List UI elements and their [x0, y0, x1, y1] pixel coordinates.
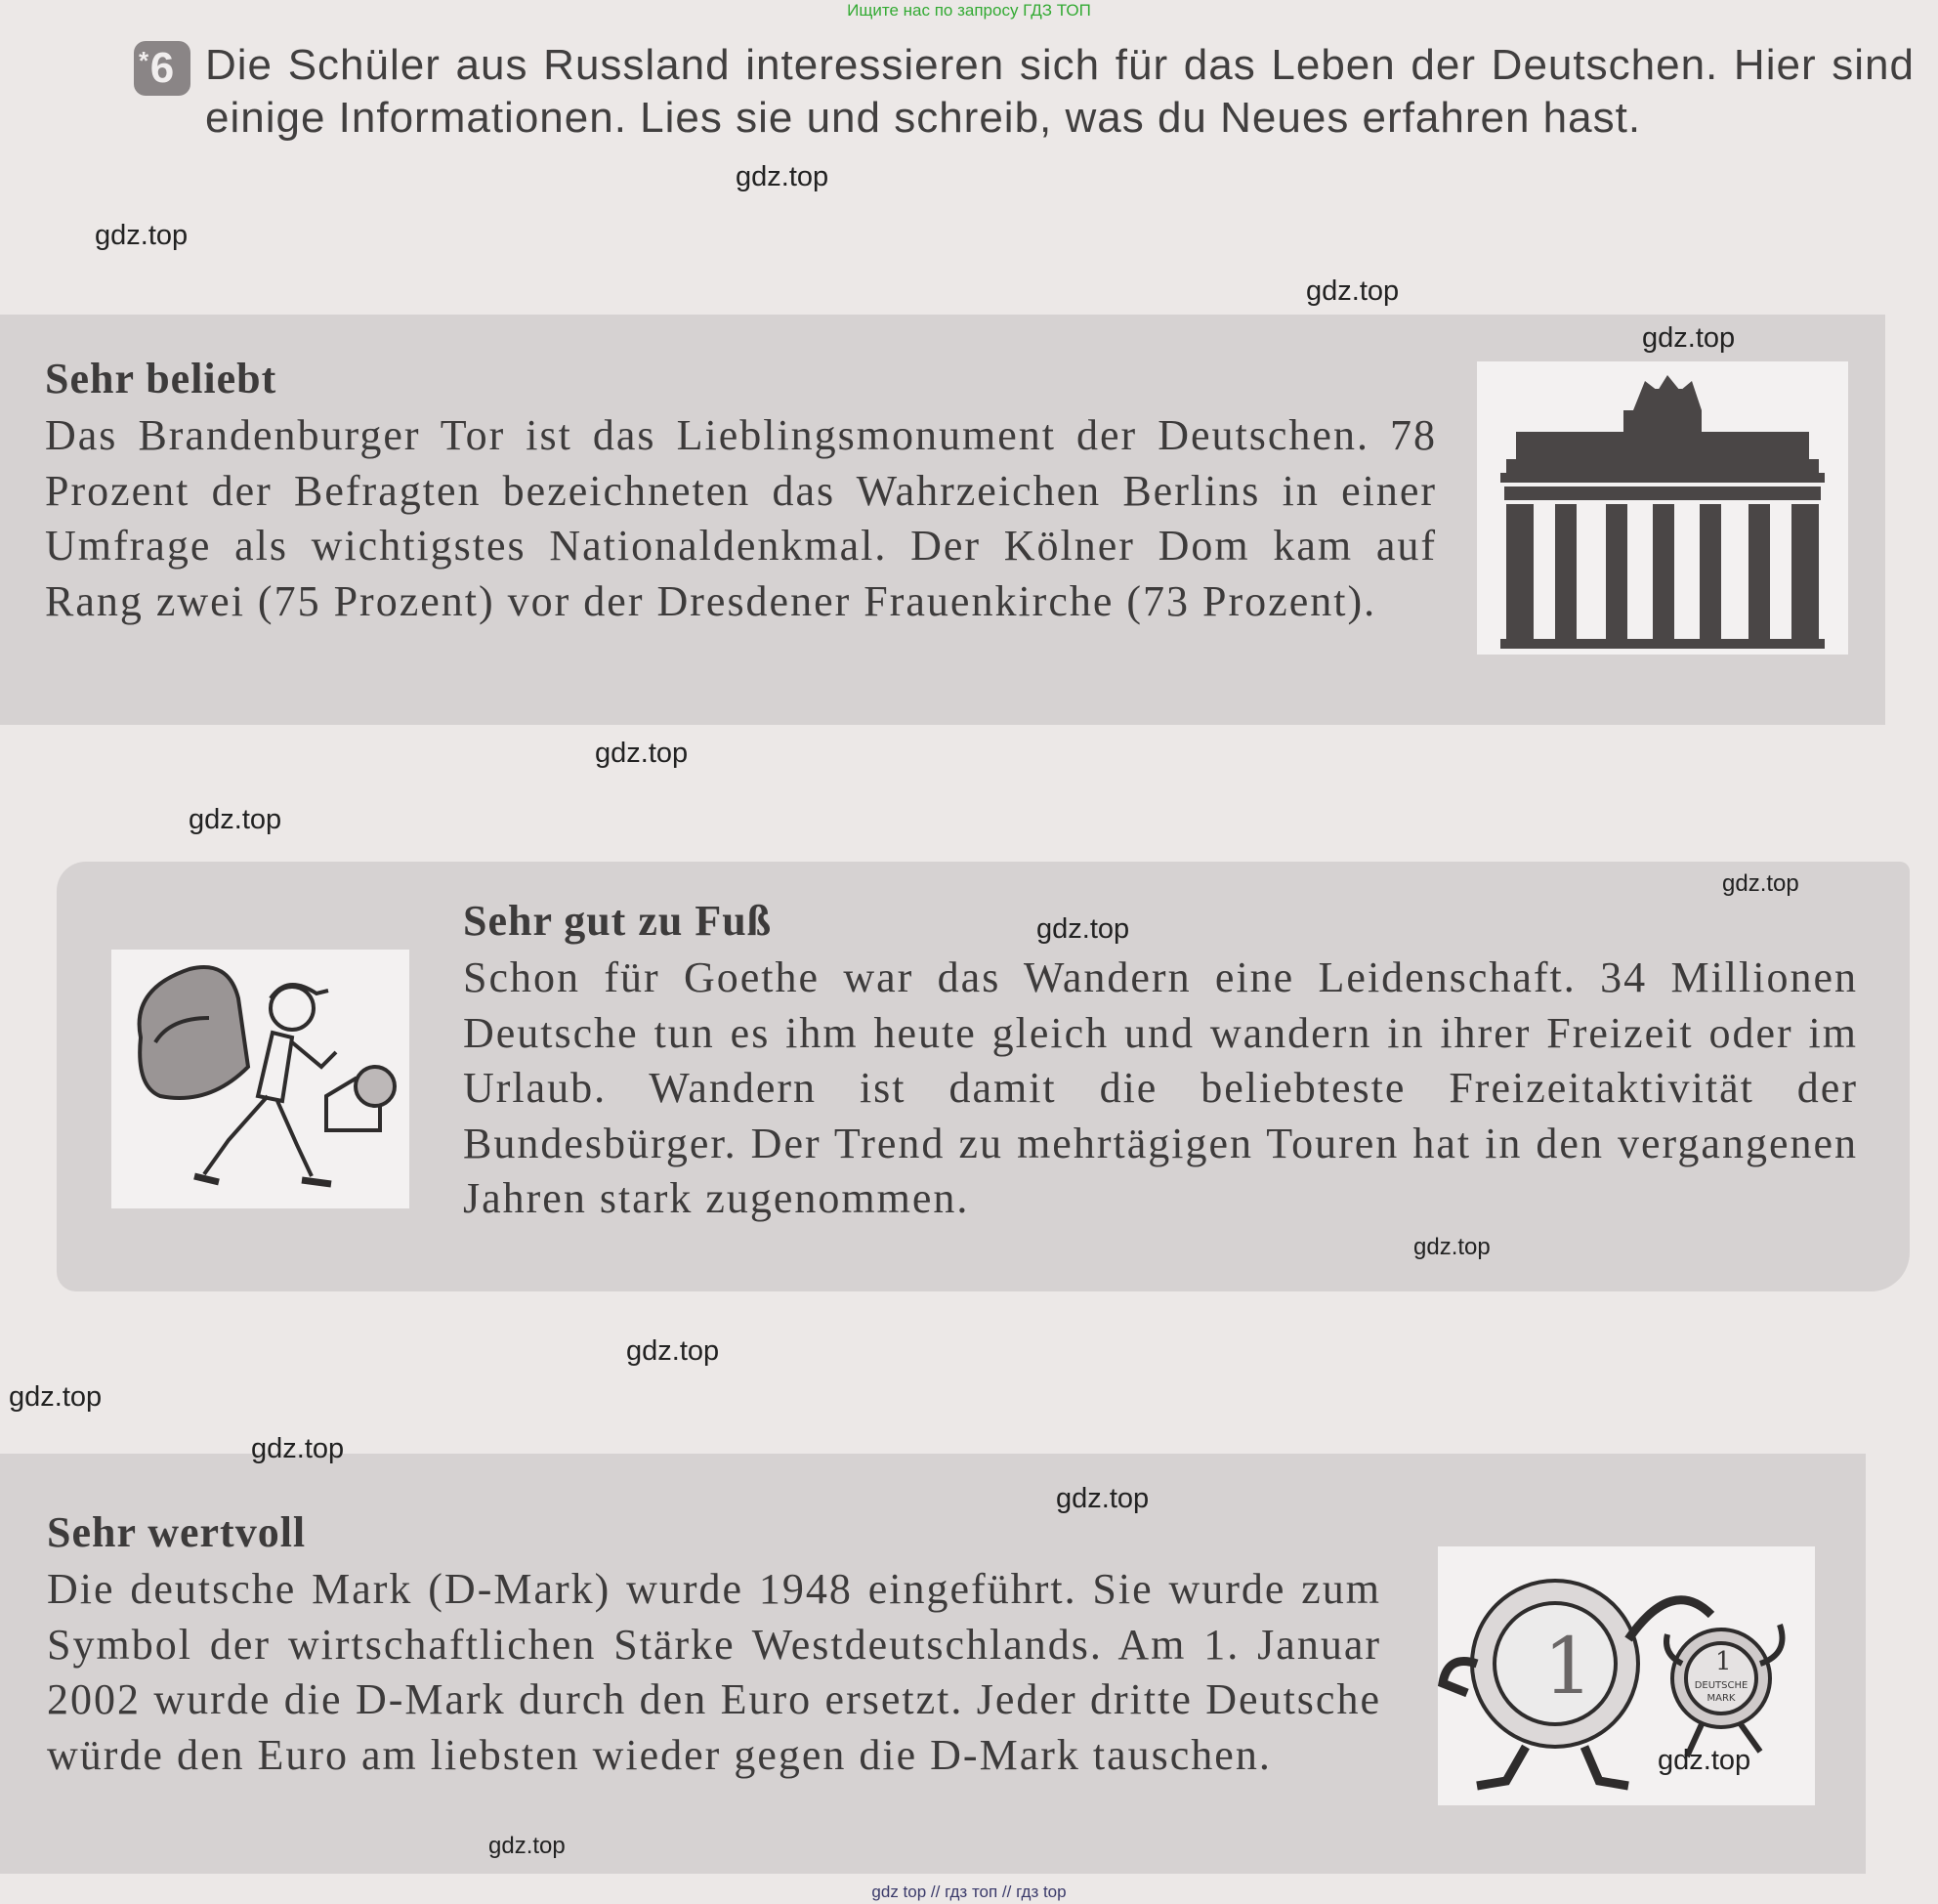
watermark: gdz.top	[1658, 1745, 1751, 1776]
search-hint-link[interactable]: Ищите нас по запросу ГДЗ ТОП	[847, 1, 1091, 20]
dmark-coin-text-2: MARK	[1706, 1693, 1736, 1704]
watermark: gdz.top	[189, 804, 282, 835]
block-title-wertvoll: Sehr wertvoll	[47, 1508, 307, 1556]
block-body-fuss: Schon für Goethe war das Wandern eine Leidenschaft. 34 Millionen Deutsche tun es ihm heute gleich und wandern in ihrer Freizeit oder im Urlaub. Wandern ist damit die beliebteste Freizeitaktivität der Bundesbürger. Der Trend zu mehrtägigen Touren hat in den vergangenen Jahren stark zugenommen.	[463, 953, 1858, 1222]
block-body-wertvoll: Die deutsche Mark (D-Mark) wurde 1948 eingeführt. Sie wurde zum Symbol der wirtschaftlichen Stärke Westdeutschlands. Am 1. Januar 2002 wurde die D-Mark durch den Euro ersetzt. Jeder dritte Deutsche würde den Euro am liebsten wieder gegen die D-Mark tauschen.	[47, 1565, 1381, 1779]
watermark: gdz.top	[595, 738, 689, 769]
block-body-beliebt: Das Brandenburger Tor ist das Lieblingsmonument der Deutschen. 78 Prozent der Befragten bezeichneten das Wahrzeichen Berlins in einer Umfrage als wichtigstes Nationaldenkmal. Der Kölner Dom kam auf Rang zwei (75 Prozent) vor der Dresdener Frauenkirche (73 Prozent).	[45, 411, 1437, 625]
watermark: gdz.top	[1036, 913, 1130, 945]
watermark: gdz.top	[9, 1381, 103, 1413]
brandenburg-gate-icon	[1477, 361, 1848, 655]
task-instruction: Die Schüler aus Russland interessieren sich für das Leben der Deutschen. Hier sind einige Informationen. Lies sie und schreib, was du Neues erfahren hast.	[205, 41, 1915, 142]
coins-image	[1438, 1546, 1815, 1805]
watermark: gdz.top	[488, 1833, 566, 1859]
watermark: gdz.top	[1056, 1483, 1150, 1514]
task-star-marker: *	[139, 46, 149, 75]
dmark-coin-value: 1	[1715, 1647, 1732, 1676]
block-title-beliebt: Sehr beliebt	[45, 355, 277, 402]
watermark: gdz.top	[626, 1335, 720, 1367]
watermark: gdz.top	[251, 1433, 345, 1464]
block-title-fuss: Sehr gut zu Fuß	[463, 897, 773, 945]
coins-icon	[1438, 1546, 1815, 1805]
watermark: gdz.top	[1413, 1234, 1491, 1260]
brandenburg-gate-image	[1477, 361, 1848, 655]
task-number: 6	[149, 44, 175, 92]
watermark: gdz.top	[736, 161, 829, 192]
watermark: gdz.top	[1306, 275, 1400, 307]
task-number-badge	[134, 41, 190, 96]
watermark: gdz.top	[1722, 870, 1799, 897]
hiker-image	[111, 950, 409, 1208]
hiker-icon	[111, 950, 409, 1208]
footer-links[interactable]: gdz top // гдз топ // гдз top	[871, 1883, 1067, 1901]
watermark: gdz.top	[1642, 322, 1736, 354]
watermark: gdz.top	[95, 220, 189, 251]
dmark-coin-text-1: DEUTSCHE	[1694, 1680, 1748, 1691]
euro-coin-value: 1	[1543, 1621, 1593, 1712]
